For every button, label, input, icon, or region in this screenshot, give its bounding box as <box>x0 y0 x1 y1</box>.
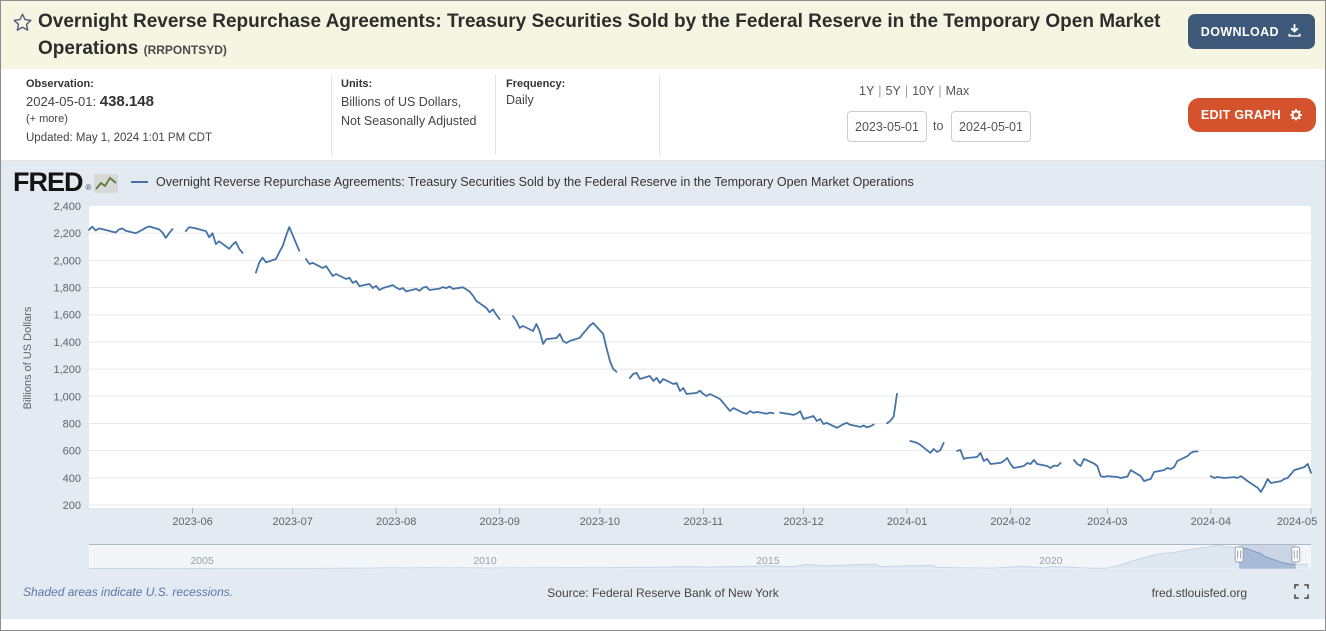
series-id: (RRPONTSYD) <box>143 42 227 57</box>
range-links <box>859 84 969 98</box>
updated-timestamp: Updated: May 1, 2024 1:01 PM CDT <box>26 132 213 144</box>
y-tick-label: 2,200 <box>53 228 81 241</box>
navigator-year-label: 2005 <box>190 555 214 567</box>
y-tick-label: 600 <box>62 445 81 458</box>
navigator-year-label: 2015 <box>756 555 780 567</box>
download-icon <box>1287 24 1302 39</box>
fred-site-link[interactable]: fred.stlouisfed.org <box>1151 586 1247 600</box>
column-divider <box>659 75 660 155</box>
x-tick-label: 2024-03 <box>1087 516 1128 528</box>
x-tick-label: 2024-01 <box>886 516 928 528</box>
navigator-selection[interactable] <box>1239 545 1296 569</box>
x-tick-label: 2023-11 <box>683 516 724 528</box>
y-tick-label: 1,800 <box>53 282 81 295</box>
x-tick-label: 2024-05 <box>1276 516 1318 528</box>
y-tick-label: 1,600 <box>53 309 81 322</box>
date-to-input[interactable] <box>951 111 1031 142</box>
units-line2: Not Seasonally Adjusted <box>341 113 477 128</box>
y-tick-label: 1,200 <box>53 364 81 377</box>
navigator-year-label: 2010 <box>473 555 497 567</box>
x-tick-label: 2023-06 <box>172 516 213 528</box>
y-tick-label: 800 <box>62 418 81 431</box>
frequency-label: Frequency: <box>506 78 566 90</box>
date-from-input[interactable] <box>847 111 927 142</box>
range-separator: | <box>938 84 942 98</box>
more-observations-link[interactable]: (+ more) <box>26 113 68 125</box>
date-range-to-label: to <box>933 119 944 133</box>
x-tick-label: 2023-09 <box>479 516 520 528</box>
y-axis-title: Billions of US Dollars <box>22 306 34 410</box>
source-attribution: Source: Federal Reserve Bank of New York <box>547 586 779 600</box>
page-header <box>1 1 1325 69</box>
observation-label: Observation: <box>26 78 94 90</box>
navigator-mask-left <box>89 545 1239 569</box>
frequency-value: Daily <box>506 93 534 107</box>
page-title <box>38 9 1223 62</box>
y-tick-label: 2,000 <box>53 255 81 268</box>
y-tick-label: 200 <box>62 500 81 512</box>
range-separator: | <box>904 84 909 98</box>
y-tick-label: 400 <box>62 472 81 485</box>
y-tick-label: 1,400 <box>53 336 81 349</box>
range-1y-link[interactable]: 1Y <box>859 84 875 98</box>
observation-block <box>26 78 212 144</box>
series-meta-bar <box>1 69 1325 161</box>
favorite-star-icon[interactable] <box>12 12 33 38</box>
observation-value: 438.148 <box>99 93 154 110</box>
y-tick-label: 1,000 <box>53 391 81 404</box>
x-tick-label: 2024-02 <box>990 516 1031 528</box>
x-tick-label: 2023-12 <box>783 516 824 528</box>
x-tick-label: 2023-10 <box>579 516 621 528</box>
units-label: Units: <box>341 78 373 90</box>
range-5y-link[interactable]: 5Y <box>885 84 901 98</box>
fred-logo-text: FRED <box>13 167 83 197</box>
range-separator: | <box>878 84 882 98</box>
edit-graph-label: EDIT GRAPH <box>1200 108 1281 122</box>
fullscreen-icon[interactable] <box>1294 584 1309 604</box>
frequency-block <box>506 78 565 107</box>
units-block <box>341 78 491 131</box>
observation-date: 2024-05-01: <box>26 94 97 109</box>
range-max-link[interactable]: Max <box>945 84 970 98</box>
edit-graph-button[interactable] <box>1188 98 1316 132</box>
observation-value-line <box>26 93 212 110</box>
units-line1: Billions of US Dollars, <box>341 95 462 109</box>
column-divider <box>331 75 332 155</box>
series-title-text: Overnight Reverse Repurchase Agreements: Treasury Securities Sold by the Federal Reserve in the Temporary Open Market Operations <box>38 11 1161 59</box>
x-tick-label: 2023-08 <box>375 516 417 528</box>
main-chart-svg <box>1 161 1325 619</box>
chart-region <box>1 161 1325 619</box>
legend-series-title: Overnight Reverse Repurchase Agreements: Treasury Securities Sold by the Federal Reserve in the Temporary Open Market Operations <box>156 175 914 189</box>
x-tick-label: 2023-07 <box>272 516 313 528</box>
gear-icon <box>1289 108 1303 122</box>
registered-mark: ® <box>85 183 92 192</box>
y-tick-label: 2,400 <box>53 201 81 213</box>
x-tick-label: 2024-04 <box>1190 516 1232 528</box>
plot-area <box>89 206 1311 508</box>
column-divider <box>495 75 496 155</box>
navigator-handle-right[interactable] <box>1292 547 1300 562</box>
navigator-year-label: 2020 <box>1039 555 1063 567</box>
navigator-handle-left[interactable] <box>1235 547 1243 562</box>
recession-note: Shaded areas indicate U.S. recessions. <box>23 585 234 599</box>
download-label: DOWNLOAD <box>1200 24 1279 39</box>
range-10y-link[interactable]: 10Y <box>912 84 935 98</box>
download-button[interactable] <box>1188 14 1315 49</box>
